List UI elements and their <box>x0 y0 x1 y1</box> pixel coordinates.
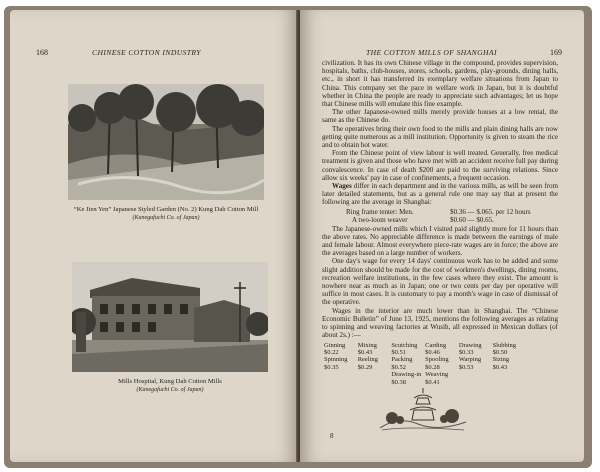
wage-grid-cell: Scutching <box>391 341 418 349</box>
garden-caption-credit: (Kanegafuchi Co. of Japan) <box>132 215 200 222</box>
hospital-photo <box>72 262 268 372</box>
paragraph: The other Japanese-owned mills merely provide houses at a low rental, the same as the Chinese do. <box>322 108 558 125</box>
wage-grid-cell: Packing <box>391 356 413 364</box>
right-page-number: 169 <box>550 48 562 57</box>
wage-value: $0.36 — $.065. per 12 hours <box>450 207 531 216</box>
garden-caption-text: “Ke Jien Yen” Japanese Styled Garden (No. 2) Kung Dah Cotton Mill <box>73 206 259 213</box>
wage-grid-cell: $0.29 <box>357 363 373 371</box>
left-page-number: 168 <box>36 48 48 57</box>
wage-grid-cell: Mixing <box>357 341 377 349</box>
open-book <box>4 6 592 468</box>
wages-paragraph <box>322 182 558 207</box>
wage-grid-cell <box>526 379 558 386</box>
wage-grid-cell: $0.33 <box>458 348 474 356</box>
left-page <box>10 10 298 462</box>
paragraph: The Japanese-owned mills which I visited paid slightly more for 11 hours than the above rates. No appreciable difference is made between the earnings of male and female labour. Almost everywhere piece-rate wages are in force; the above are the averages based on a large number of workers. <box>322 224 558 258</box>
wage-grid-cell: Spinning <box>324 356 348 364</box>
body-text <box>322 59 558 386</box>
right-running-head: THE COTTON MILLS OF SHANGHAI <box>366 48 497 57</box>
wage-grid-cell: $0.43 <box>492 363 508 371</box>
wage-grid-cell: $0.46 <box>425 348 440 356</box>
paragraph: civilization. It has its own Chinese village in the compound, provides supervision, hospitals, baths, club-houses, stores, schools, gardens, play-grounds, dining halls, etc., in short it has transferred its exemplary welfare situations from Japan to China. This company set the pace in welfare work in Japan, but it is doubtful whether in China the people are ready to appreciate such advantages; let us hope that Chinese mills will emulate this fine example. <box>322 59 558 109</box>
wage-grid-cell: $0.28 <box>425 363 440 371</box>
wage-grid-cell <box>324 371 356 378</box>
hospital-photo-caption <box>60 378 280 394</box>
wage-grid-cell: $0.41 <box>425 378 440 386</box>
wage-grid-cell <box>459 379 491 386</box>
pagoda-vignette <box>378 386 468 432</box>
paragraph: Wages in the interior are much lower than in Shanghai. The “Chinese Economic Bulletin” of June 13, 1925, mentions the following averages as relating to spinning and weaving factories at Wusih, all expressed in Mexican dollars (of about 2s.) :— <box>322 306 558 340</box>
garden-photo-caption <box>54 206 278 222</box>
paragraph: From the Chinese point of view labour is well treated. Generally, free medical treatment is given and those who have met with an accident receive full pay during convalescence. In case of death $200 are paid to the surviving relations. Since allow six weeks' pay in case of confinements, a frequent occasion. <box>322 149 558 182</box>
wage-grid-cell: Carding <box>425 341 447 349</box>
wage-grid-cell: $0.22 <box>324 348 339 356</box>
wage-grid-cell <box>324 379 356 386</box>
wage-value: $0.60 — $0.65. <box>450 215 494 224</box>
wage-grid-cell <box>526 356 558 363</box>
hospital-caption-text: Mills Hospital, Kung Dah Cotton Mills <box>118 378 222 385</box>
left-running-head: CHINESE COTTON INDUSTRY <box>92 48 201 57</box>
wage-grid-cell: $0.35 <box>324 363 339 371</box>
garden-photo <box>68 84 264 200</box>
wage-grid-cell: $0.51 <box>391 348 407 356</box>
wage-grid-cell: $0.52 <box>391 363 407 371</box>
table-row <box>322 216 558 224</box>
wage-grid-cell <box>526 364 558 371</box>
hospital-caption-credit: (Kanegafuchi Co. of Japan) <box>136 387 204 394</box>
wage-grid-cell: Sizing <box>492 356 510 364</box>
wage-grid-cell: Spooling <box>425 356 449 364</box>
paragraph: One day's wage for every 14 days' continuous work has to be added and some slight addition should be made for the cost of workmen's dwellings, dining rooms, recreation welfare institutions, in the few cases where they exist. The amount is nowhere near as much as in Japan; one or two cents per day per operative will suffice in most cases. It is customary to pay a month's wage in case of dismissal of the operative. <box>322 257 558 307</box>
wage-grid-cell <box>526 342 558 349</box>
wage-grid-cell: Warping <box>458 356 482 364</box>
signature-mark: 8 <box>330 432 334 440</box>
wage-rate-table <box>322 208 558 224</box>
wage-label: Ring frame tenter: Men. <box>346 207 414 216</box>
wage-grid-cell: Weaving <box>425 371 449 379</box>
wage-grid-cell <box>526 371 558 378</box>
wage-grid-cell <box>526 349 558 356</box>
wages-lead: Wages <box>332 182 352 191</box>
wage-grid-cell <box>358 379 390 386</box>
wage-grid-cell <box>493 379 525 386</box>
paragraph: The operatives bring their own food to the mills and plain dining halls are now getting quite numerous as a mill institution. Opportunity is given to steam the rice and to obtain hot water. <box>322 124 558 150</box>
right-page <box>300 10 584 462</box>
wage-grid-cell: $0.38 <box>391 378 407 386</box>
wusih-wage-grid <box>324 342 558 386</box>
wage-grid-cell: Drawing-in <box>391 371 422 379</box>
wage-grid-cell <box>493 371 525 378</box>
wage-label: A two-loom weaver <box>352 215 408 224</box>
wages-text: differ in each department and in the various mills, as will be seen from later detailed statements, but as a general rule one may say that at present the following are the average in Shanghai: <box>322 182 559 207</box>
wage-grid-cell: $0.43 <box>357 348 373 356</box>
wage-grid-cell: Drawing <box>458 341 482 349</box>
wage-grid-cell: $0.53 <box>458 363 474 371</box>
wage-grid-cell <box>459 371 491 378</box>
wage-grid-cell: $0.50 <box>492 348 508 356</box>
wage-grid-cell <box>358 371 390 378</box>
wage-grid-cell: Slubbing <box>492 341 517 349</box>
table-row <box>322 208 558 216</box>
wage-grid-cell: Ginning <box>324 341 346 349</box>
wage-grid-cell: Reeling <box>357 356 378 364</box>
